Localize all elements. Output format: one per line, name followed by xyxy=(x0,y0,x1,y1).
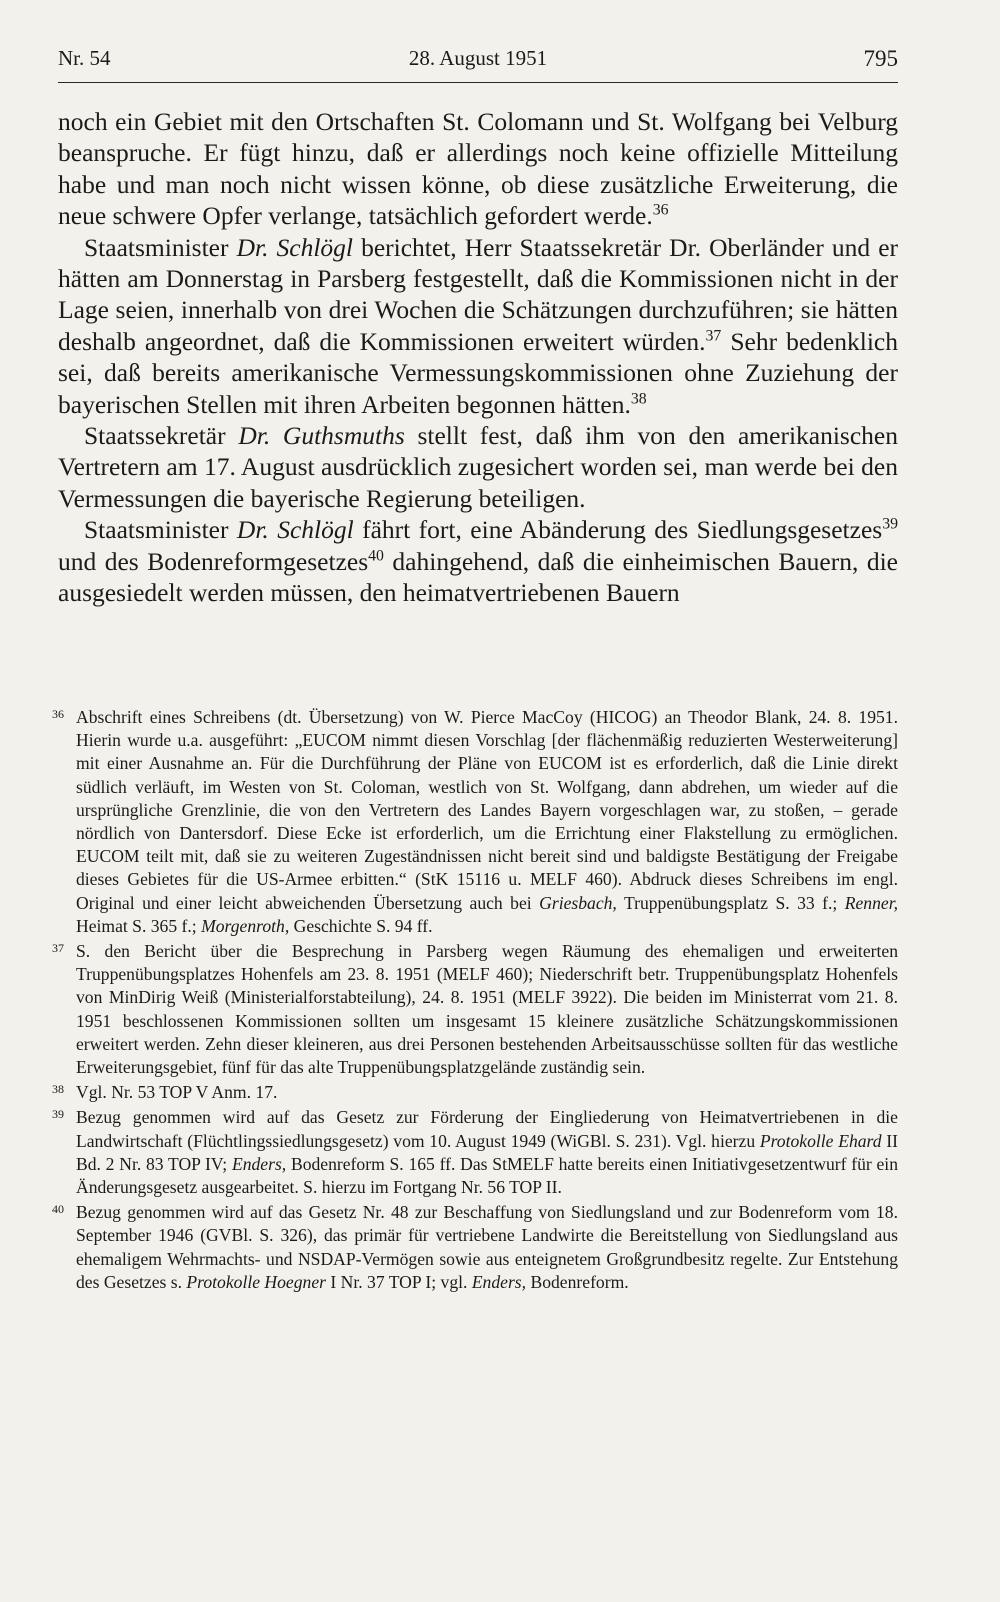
page-number: 795 xyxy=(863,46,898,71)
footnote-38 xyxy=(52,1081,898,1104)
footnote-text: Bodenreform S. 165 ff. Das StMELF hatte bereits einen Initiativgesetzentwurf für ein Änderungsgesetz ausgearbeitet. S. hierzu im Fortgang Nr. 56 TOP II. xyxy=(76,1153,898,1198)
footnote-text: II Bd. 2 Nr. 83 TOP IV; xyxy=(76,1130,898,1174)
author-name: Enders, xyxy=(231,1153,287,1174)
source-title: Protokolle Ehard xyxy=(759,1130,882,1151)
author-name: Renner, xyxy=(844,892,898,913)
paragraph-4 xyxy=(58,514,898,608)
author-name: Morgenroth, xyxy=(201,915,290,936)
paragraph-3 xyxy=(58,420,898,514)
footnote-ref-39: 39 xyxy=(882,515,898,533)
footnote-text: Bezug genommen wird auf das Gesetz zur Förderung der Eingliederung von Heimatvertriebenen in die Landwirtschaft (Flüchtlingssiedlungsgesetz) vom 10. August 1949 (WiGBl. S. 231). Vgl. hierzu xyxy=(76,1107,898,1151)
document-number: Nr. 54 xyxy=(58,46,111,70)
footnote-ref-38: 38 xyxy=(630,390,647,408)
footnote-text: Truppenübungsplatz S. 33 f.; xyxy=(616,892,845,913)
main-text xyxy=(58,106,898,609)
footnote-text: Bodenreform. xyxy=(526,1271,629,1292)
paragraph-1 xyxy=(58,106,898,232)
footnote-number: 38 xyxy=(52,1082,64,1097)
speaker-name: Dr. Guthsmuths xyxy=(238,421,405,451)
footnote-36 xyxy=(52,706,898,938)
footnote-text: I Nr. 37 TOP I; vgl. xyxy=(326,1271,472,1292)
footnote-text: Abschrift eines Schreibens (dt. Übersetzung) von W. Pierce MacCoy (HICOG) an Theodor Blank, 24. 8. 1951. Hierin wurde u.a. ausgeführt: „EUCOM nimmt diesen Vorschlag [der flächenmäßig reduzierten Westerweiterung] mit einer Ausnahme an. Für die Durchführung der Pläne von EUCOM ist es erforderlich, daß die Linie direkt südlich verläuft, im Westen von St. Coloman, westlich von St. Wolfgang, dann abdrehen, um wieder auf die ursprüngliche Grenzlinie, die von den Vertretern des Landes Bayern vorgeschlagen war, zu stoßen, – gerade nördlich von Dantersdorf. Diese Ecke ist erforderlich, um die Errichtung einer Flakstellung zu ermöglichen. EUCOM teilt mit, daß sie zu weiteren Zugeständnissen nicht bereit sind und baldigste Bestätigung der Freigabe dieses Gebietes für die US-Armee erbitten.“ (StK 15116 u. MELF 460). Abdruck dieses Schreibens im engl. Original und einer leicht abweichenden Übersetzung auch bei xyxy=(76,707,898,913)
footnote-ref-37: 37 xyxy=(705,327,722,345)
footnote-text: Vgl. Nr. 53 TOP V Anm. 17. xyxy=(76,1082,278,1103)
paragraph-4-text-d: dahingehend, daß die einheimischen Bauern, die ausgesiedelt werden müssen, den heimatvertriebenen Bauern xyxy=(58,546,898,608)
paragraph-2-text-b: berichtet, Herr Staatssekretär Dr. Oberländer und er hätten am Donnerstag in Parsberg festgestellt, daß die Kommissionen nicht in der Lage seien, innerhalb von drei Wochen die Schätzungen durchzuführen; sie hätten deshalb angeordnet, daß die Kommissionen erweitert würden. xyxy=(58,232,899,356)
paragraph-4-text-b: fährt fort, eine Abänderung des Siedlungsgesetzes xyxy=(353,515,883,545)
author-name: Enders, xyxy=(471,1271,527,1292)
footnote-number: 39 xyxy=(52,1107,64,1122)
footnote-40 xyxy=(52,1201,898,1294)
running-header xyxy=(58,42,898,83)
footnote-text: Heimat S. 365 f.; xyxy=(76,915,202,936)
footnote-37 xyxy=(52,940,898,1079)
paragraph-3-text-a: Staatssekretär xyxy=(84,421,239,451)
footnote-ref-36: 36 xyxy=(652,201,669,219)
paragraph-1-text: noch ein Gebiet mit den Ortschaften St. Colomann und St. Wolfgang bei Velburg beanspruche. Er fügt hinzu, daß er allerdings noch keine offizielle Mitteilung habe und man noch nicht wissen könne, ob diese zusätzliche Erweiterung, die neue schwere Opfer verlange, tatsächlich gefordert werde. xyxy=(58,107,898,231)
source-title: Protokolle Hoegner xyxy=(186,1271,326,1292)
footnote-number: 37 xyxy=(52,941,64,956)
paragraph-2 xyxy=(58,232,898,420)
author-name: Griesbach, xyxy=(539,892,617,913)
footnote-text: Geschichte S. 94 ff. xyxy=(289,915,433,936)
paragraph-2-text-a: Staatsminister xyxy=(84,232,237,262)
paragraph-3-text-b: stellt fest, daß ihm von den amerikanischen Vertretern am 17. August ausdrücklich zugesichert worden sei, man werde bei den Vermessungen die bayerische Regierung beteiligen. xyxy=(58,421,898,513)
paragraph-4-text-a: Staatsminister xyxy=(84,515,237,545)
footnote-text: Bezug genommen wird auf das Gesetz Nr. 48 zur Beschaffung von Siedlungsland und zur Bodenreform vom 18. September 1946 (GVBl. S. 326), das primär für vertriebene Landwirte die Bereitstellung von Siedlungsland aus ehemaligem Wehrmachts- und NSDAP-Vermögen sowie aus enteignetem Großgrundbesitz regelte. Zur Entstehung des Gesetzes s. xyxy=(76,1202,898,1292)
paragraph-2-text-c: Sehr bedenklich sei, daß bereits amerikanische Vermessungskommissionen ohne Zuziehung der bayerischen Stellen mit ihren Arbeiten begonnen hätten. xyxy=(58,326,898,419)
speaker-name: Dr. Schlögl xyxy=(236,232,354,262)
footnote-39 xyxy=(52,1106,898,1199)
paragraph-4-text-c: und des Bodenreformgesetzes xyxy=(58,546,369,576)
header-date: 28. August 1951 xyxy=(408,46,548,70)
footnote-ref-40: 40 xyxy=(368,547,384,565)
footnote-text: S. den Bericht über die Besprechung in Parsberg wegen Räumung des ehemaligen und erweiterten Truppenübungsplatzes Hohenfels am 23. 8. 1951 (MELF 460); Niederschrift betr. Truppenübungsplatz Hohenfels von MinDirig Weiß (Ministerialforstabteilung), 24. 8. 1951 (MELF 3922). Die beiden im Ministerrat vom 21. 8. 1951 beschlossenen Kommissionen sollten um insgesamt 15 kleinere zusätzliche Schätzungskommissionen erweitert werden. Zehn dieser kleineren, aus drei Personen bestehenden Arbeitsausschüsse sollten für das westliche Erweiterungsgebiet, fünf für das alte Truppenübungsplatzgelände zuständig sein. xyxy=(76,941,898,1078)
speaker-name: Dr. Schlögl xyxy=(236,515,354,545)
footnotes xyxy=(52,706,898,1296)
footnote-number: 36 xyxy=(52,707,64,721)
footnote-number: 40 xyxy=(52,1202,64,1217)
